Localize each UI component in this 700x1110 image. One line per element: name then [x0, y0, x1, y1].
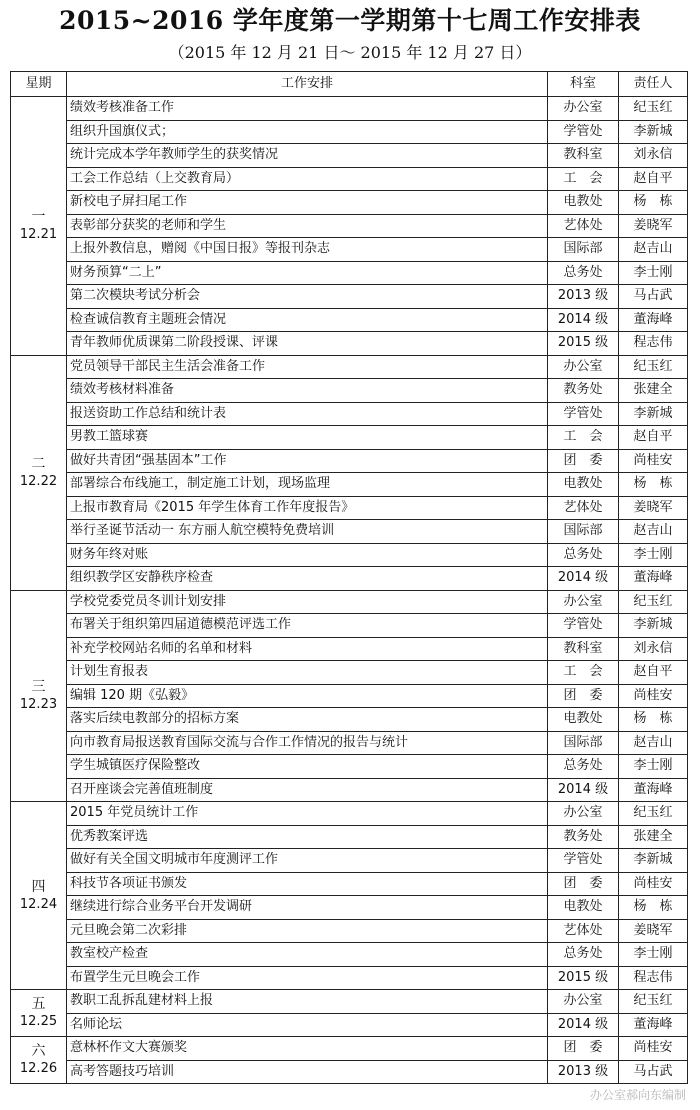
table-row — [11, 590, 688, 614]
person-cell: 纪玉红 — [619, 590, 688, 614]
department-cell: 2014 级 — [548, 567, 619, 591]
weekday-label: 一 — [31, 208, 46, 225]
person-cell: 董海峰 — [619, 308, 688, 332]
person-cell: 赵吉山 — [619, 520, 688, 544]
table-row — [11, 567, 688, 591]
table-row — [11, 684, 688, 708]
person-cell: 赵吉山 — [619, 731, 688, 755]
department-cell: 团 委 — [548, 449, 619, 473]
table-row — [11, 849, 688, 873]
task-cell: 部署综合布线施工，制定施工计划，现场监理 — [67, 473, 548, 497]
task-cell: 优秀教案评选 — [67, 825, 548, 849]
table-row — [11, 825, 688, 849]
table-row — [11, 167, 688, 191]
table-header-row — [11, 72, 688, 97]
department-cell: 艺体处 — [548, 919, 619, 943]
footer-credit: 办公室郝向东编制 — [589, 1088, 686, 1102]
table-row — [11, 1037, 688, 1061]
person-cell: 刘永信 — [619, 144, 688, 168]
task-cell: 意林杯作文大赛颁奖 — [67, 1037, 548, 1061]
department-cell: 工 会 — [548, 426, 619, 450]
person-cell: 李士刚 — [619, 543, 688, 567]
table-row — [11, 496, 688, 520]
person-cell: 程志伟 — [619, 332, 688, 356]
task-cell: 报送资助工作总结和统计表 — [67, 402, 548, 426]
table-row — [11, 355, 688, 379]
task-cell: 男教工篮球赛 — [67, 426, 548, 450]
column-header-department: 科室 — [548, 72, 619, 97]
task-cell: 新校电子屏扫尾工作 — [67, 191, 548, 215]
task-cell: 计划生育报表 — [67, 661, 548, 685]
task-cell: 党员领导干部民主生活会准备工作 — [67, 355, 548, 379]
department-cell: 国际部 — [548, 520, 619, 544]
person-cell: 纪玉红 — [619, 355, 688, 379]
weekday-date: 12.24 — [19, 896, 58, 912]
person-cell: 董海峰 — [619, 567, 688, 591]
table-row — [11, 214, 688, 238]
task-cell: 布置学生元旦晚会工作 — [67, 966, 548, 990]
table-row — [11, 402, 688, 426]
weekday-date: 12.26 — [19, 1061, 58, 1076]
department-cell: 团 委 — [548, 1037, 619, 1061]
weekday-cell — [11, 590, 67, 802]
department-cell: 国际部 — [548, 238, 619, 262]
department-cell: 2014 级 — [548, 308, 619, 332]
department-cell: 团 委 — [548, 872, 619, 896]
person-cell: 杨 栋 — [619, 708, 688, 732]
task-cell: 布署关于组织第四届道德模范评选工作 — [67, 614, 548, 638]
table-row — [11, 520, 688, 544]
department-cell: 电教处 — [548, 191, 619, 215]
person-cell: 李新城 — [619, 402, 688, 426]
department-cell: 2015 级 — [548, 966, 619, 990]
table-row — [11, 543, 688, 567]
task-cell: 名师论坛 — [67, 1013, 548, 1037]
department-cell: 办公室 — [548, 802, 619, 826]
weekday-label: 四 — [31, 878, 46, 895]
department-cell: 2015 级 — [548, 332, 619, 356]
table-row — [11, 637, 688, 661]
department-cell: 教科室 — [548, 144, 619, 168]
task-cell: 上报市教育局《2015 年学生体育工作年度报告》 — [67, 496, 548, 520]
person-cell: 程志伟 — [619, 966, 688, 990]
weekday-label: 三 — [31, 678, 46, 695]
person-cell: 姜晓军 — [619, 919, 688, 943]
task-cell: 编辑 120 期《弘毅》 — [67, 684, 548, 708]
task-cell: 举行圣诞节活动一 东方丽人航空模特免费培训 — [67, 520, 548, 544]
task-cell: 组织升国旗仪式； — [67, 120, 548, 144]
table-row — [11, 990, 688, 1014]
person-cell: 尚桂安 — [619, 1037, 688, 1061]
person-cell: 纪玉红 — [619, 990, 688, 1014]
table-row — [11, 191, 688, 215]
person-cell: 赵吉山 — [619, 238, 688, 262]
task-cell: 做好有关全国文明城市年度测评工作 — [67, 849, 548, 873]
weekday-label: 六 — [31, 1043, 46, 1059]
table-row — [11, 778, 688, 802]
department-cell: 办公室 — [548, 990, 619, 1014]
task-cell: 第二次模块考试分析会 — [67, 285, 548, 309]
task-cell: 上报外教信息，赠阅《中国日报》等报刊杂志 — [67, 238, 548, 262]
table-row — [11, 308, 688, 332]
table-row — [11, 1013, 688, 1037]
task-cell: 学校党委党员冬训计划安排 — [67, 590, 548, 614]
person-cell: 赵自平 — [619, 167, 688, 191]
weekday-date: 12.22 — [19, 473, 58, 489]
table-row — [11, 802, 688, 826]
department-cell: 工 会 — [548, 167, 619, 191]
task-cell: 元旦晚会第二次彩排 — [67, 919, 548, 943]
task-cell: 补充学校网站名师的名单和材料 — [67, 637, 548, 661]
department-cell: 国际部 — [548, 731, 619, 755]
person-cell: 李新城 — [619, 120, 688, 144]
person-cell: 董海峰 — [619, 778, 688, 802]
department-cell: 办公室 — [548, 97, 619, 121]
department-cell: 办公室 — [548, 590, 619, 614]
department-cell: 学管处 — [548, 402, 619, 426]
task-cell: 绩效考核准备工作 — [67, 97, 548, 121]
weekday-date: 12.25 — [19, 1014, 58, 1029]
table-row — [11, 896, 688, 920]
weekday-cell — [11, 355, 67, 590]
table-row — [11, 966, 688, 990]
department-cell: 2013 级 — [548, 285, 619, 309]
task-cell: 检查诚信教育主题班会情况 — [67, 308, 548, 332]
department-cell: 2014 级 — [548, 1013, 619, 1037]
person-cell: 姜晓军 — [619, 496, 688, 520]
column-header-task: 工作安排 — [67, 72, 548, 97]
department-cell: 电教处 — [548, 896, 619, 920]
table-row — [11, 120, 688, 144]
department-cell: 教务处 — [548, 825, 619, 849]
department-cell: 总务处 — [548, 943, 619, 967]
table-row — [11, 238, 688, 262]
department-cell: 教务处 — [548, 379, 619, 403]
date-range-subtitle: （2015 年 12 月 21 日～ 2015 年 12 月 27 日） — [168, 43, 532, 62]
task-cell: 向市教育局报送教育国际交流与合作工作情况的报告与统计 — [67, 731, 548, 755]
department-cell: 总务处 — [548, 261, 619, 285]
task-cell: 继续进行综合业务平台开发调研 — [67, 896, 548, 920]
table-row — [11, 285, 688, 309]
table-row — [11, 708, 688, 732]
table-row — [11, 919, 688, 943]
person-cell: 张建全 — [619, 825, 688, 849]
task-cell: 绩效考核材料准备 — [67, 379, 548, 403]
table-row — [11, 261, 688, 285]
weekday-cell — [11, 97, 67, 356]
task-cell: 组织教学区安静秩序检查 — [67, 567, 548, 591]
person-cell: 刘永信 — [619, 637, 688, 661]
schedule-body — [11, 97, 688, 1084]
table-row — [11, 872, 688, 896]
task-cell: 财务预算“二上” — [67, 261, 548, 285]
task-cell: 教职工乱拆乱建材料上报 — [67, 990, 548, 1014]
page-title: 2015~2016 学年度第一学期第十七周工作安排表 — [59, 6, 641, 35]
person-cell: 马占武 — [619, 285, 688, 309]
person-cell: 纪玉红 — [619, 802, 688, 826]
person-cell: 赵自平 — [619, 426, 688, 450]
table-row — [11, 144, 688, 168]
table-row — [11, 1060, 688, 1084]
department-cell: 学管处 — [548, 120, 619, 144]
task-cell: 科技节各项证书颁发 — [67, 872, 548, 896]
person-cell: 李新城 — [619, 614, 688, 638]
weekday-cell — [11, 1037, 67, 1084]
weekday-cell — [11, 802, 67, 990]
department-cell: 2014 级 — [548, 778, 619, 802]
schedule-table — [10, 71, 688, 1084]
person-cell: 杨 栋 — [619, 191, 688, 215]
department-cell: 艺体处 — [548, 496, 619, 520]
department-cell: 学管处 — [548, 849, 619, 873]
department-cell: 工 会 — [548, 661, 619, 685]
table-row — [11, 731, 688, 755]
task-cell: 青年教师优质课第二阶段授课、评课 — [67, 332, 548, 356]
department-cell: 教科室 — [548, 637, 619, 661]
table-row — [11, 614, 688, 638]
task-cell: 学生城镇医疗保险整改 — [67, 755, 548, 779]
table-row — [11, 755, 688, 779]
department-cell: 艺体处 — [548, 214, 619, 238]
person-cell: 李士刚 — [619, 261, 688, 285]
task-cell: 教室校产检查 — [67, 943, 548, 967]
person-cell: 李新城 — [619, 849, 688, 873]
table-row — [11, 943, 688, 967]
department-cell: 学管处 — [548, 614, 619, 638]
task-cell: 做好共青团“强基固本”工作 — [67, 449, 548, 473]
table-row — [11, 661, 688, 685]
table-row — [11, 449, 688, 473]
task-cell: 表彰部分获奖的老师和学生 — [67, 214, 548, 238]
task-cell: 高考答题技巧培训 — [67, 1060, 548, 1084]
person-cell: 赵自平 — [619, 661, 688, 685]
table-row — [11, 332, 688, 356]
department-cell: 电教处 — [548, 708, 619, 732]
department-cell: 2013 级 — [548, 1060, 619, 1084]
person-cell: 纪玉红 — [619, 97, 688, 121]
column-header-person: 责任人 — [619, 72, 688, 97]
person-cell: 尚桂安 — [619, 684, 688, 708]
weekday-label: 五 — [31, 996, 46, 1012]
person-cell: 尚桂安 — [619, 872, 688, 896]
table-row — [11, 426, 688, 450]
task-cell: 召开座谈会完善值班制度 — [67, 778, 548, 802]
person-cell: 李士刚 — [619, 755, 688, 779]
table-row — [11, 473, 688, 497]
person-cell: 杨 栋 — [619, 896, 688, 920]
task-cell: 落实后续电教部分的招标方案 — [67, 708, 548, 732]
weekday-date: 12.23 — [19, 696, 58, 712]
person-cell: 张建全 — [619, 379, 688, 403]
person-cell: 姜晓军 — [619, 214, 688, 238]
department-cell: 办公室 — [548, 355, 619, 379]
person-cell: 董海峰 — [619, 1013, 688, 1037]
task-cell: 财务年终对账 — [67, 543, 548, 567]
task-cell: 工会工作总结（上交教育局） — [67, 167, 548, 191]
department-cell: 电教处 — [548, 473, 619, 497]
person-cell: 李士刚 — [619, 943, 688, 967]
person-cell: 杨 栋 — [619, 473, 688, 497]
person-cell: 尚桂安 — [619, 449, 688, 473]
table-row — [11, 97, 688, 121]
department-cell: 团 委 — [548, 684, 619, 708]
weekday-date: 12.21 — [19, 226, 58, 242]
person-cell: 马占武 — [619, 1060, 688, 1084]
task-cell: 统计完成本学年教师学生的获奖情况 — [67, 144, 548, 168]
task-cell: 2015 年党员统计工作 — [67, 802, 548, 826]
weekday-label: 二 — [31, 455, 46, 472]
weekday-cell — [11, 990, 67, 1037]
department-cell: 总务处 — [548, 755, 619, 779]
department-cell: 总务处 — [548, 543, 619, 567]
table-row — [11, 379, 688, 403]
column-header-weekday: 星期 — [11, 72, 67, 97]
